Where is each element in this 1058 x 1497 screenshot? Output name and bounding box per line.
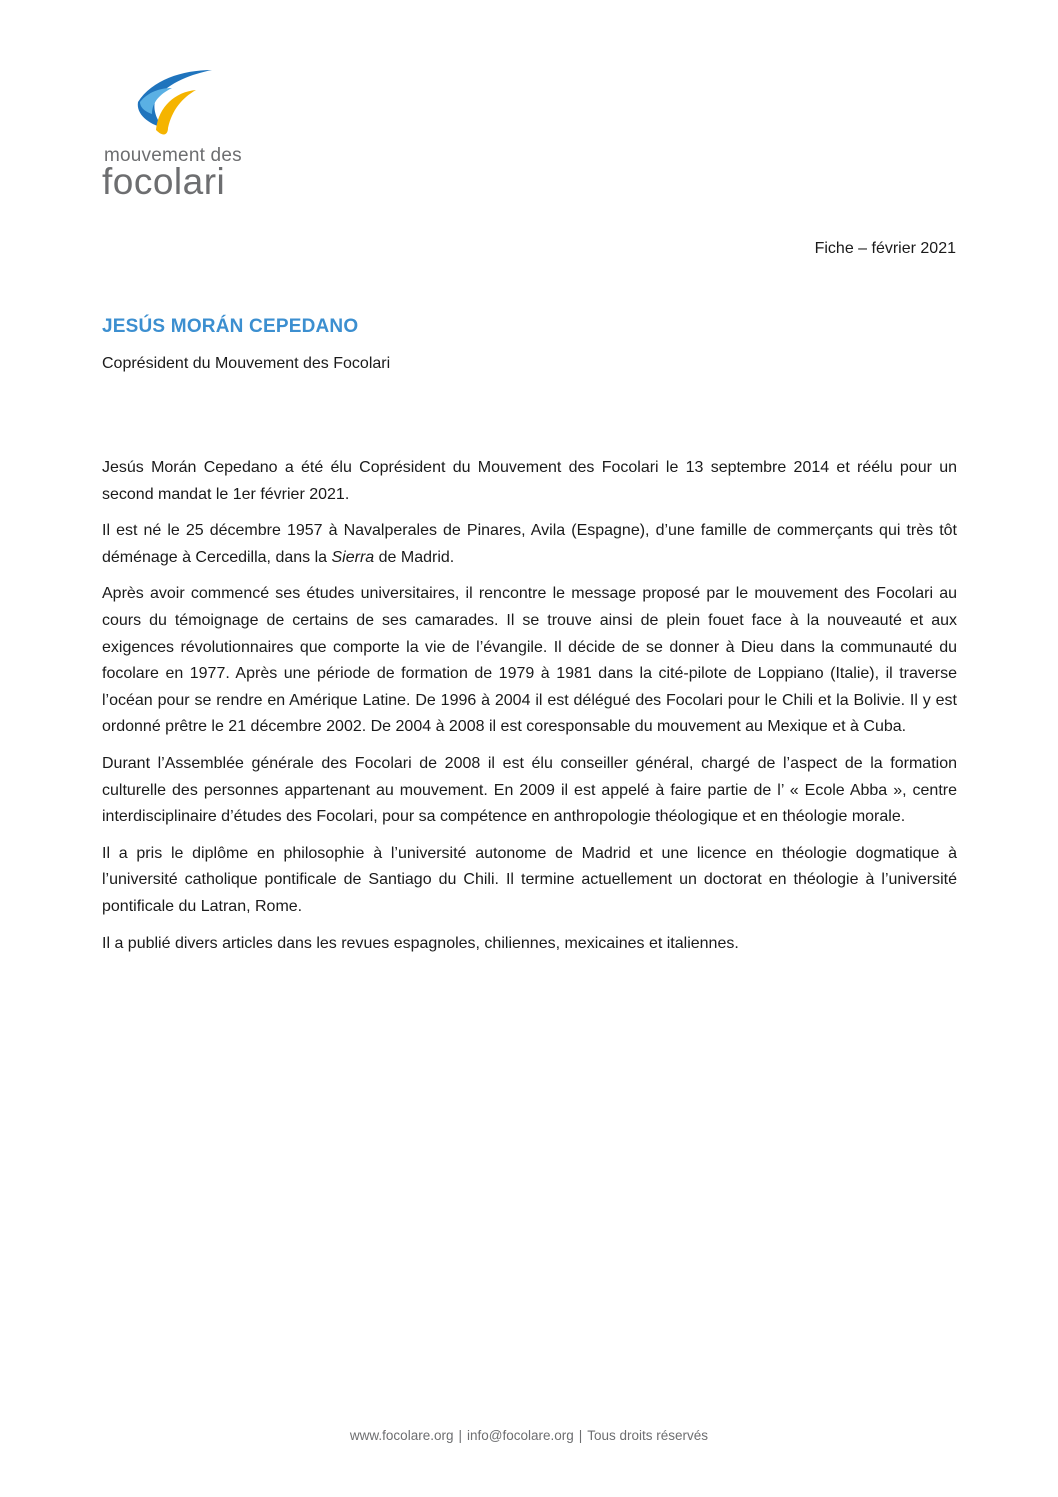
paragraph-career: Après avoir commencé ses études universitaires, il rencontre le message proposé par le mouvement des Focolari au cours du témoignage de certains de ses camarades. Il se trouve ainsi de plein fouet face à la nouveauté et aux exigences révolutionnaires que comporte la vie de l’évangile. Il décide de se donner à Dieu dans la communauté du focolare en 1977. Après une période de formation de 1979 à 1981 dans la cité-pilote de Loppiano (Italie), il traverse l’océan pour se rendre en Amérique Latine. De 1996 à 2004 il est délégué des Focolari pour le Chili et la Bolivie. Il y est ordonné prêtre le 21 décembre 2002. De 2004 à 2008 il est coresponsable du mouvement au Mexique et à Cuba.: [102, 585, 957, 736]
paragraph-publications: Il a publié divers articles dans les revues espagnoles, chiliennes, mexicaines et italiennes.: [102, 934, 739, 952]
page-footer: [0, 1428, 1058, 1443]
page-subtitle: Coprésident du Mouvement des Focolari: [102, 355, 391, 372]
paragraph-birth-italic: Sierra: [331, 548, 375, 566]
focolari-logo: [104, 68, 264, 203]
paragraph-birth: [102, 518, 957, 571]
footer-separator: |: [458, 1428, 462, 1443]
paragraph-birth-text-end: de Madrid.: [374, 548, 455, 566]
footer-email-link[interactable]: info@focolare.org: [466, 1428, 574, 1443]
paragraph-birth-text-start: Il est né le 25 décembre 1957 à Navalperales de Pinares, Avila (Espagne), d’une famille de commerçants qui très tôt déménage à Cercedilla, dans la: [102, 522, 957, 566]
logo-text-line1: mouvement des: [104, 145, 242, 166]
focolari-swoosh-icon: [134, 68, 214, 146]
footer-separator: |: [578, 1428, 583, 1443]
page-title: JESÚS MORÁN CEPEDANO: [102, 316, 359, 337]
paragraph-education: Il a pris le diplôme en philosophie à l’université autonome de Madrid et une licence en théologie dogmatique à l’université catholique pontificale de Santiago du Chili. Il termine actuellement un doctorat en théologie à l’université pontificale du Latran, Rome.: [102, 844, 957, 915]
document-date: Fiche – février 2021: [814, 240, 956, 257]
biography-body: [102, 455, 957, 967]
footer-rights: Tous droits réservés: [587, 1428, 709, 1443]
paragraph-election: Jesús Morán Cepedano a été élu Coprésident du Mouvement des Focolari le 13 septembre 2014 et réélu pour un second mandat le 1er février 2021.: [102, 459, 957, 503]
footer-website-link[interactable]: www.focolare.org: [349, 1428, 454, 1443]
paragraph-assembly: Durant l’Assemblée générale des Focolari de 2008 il est élu conseiller général, chargé de l’aspect de la formation culturelle des personnes appartenant au mouvement. En 2009 il est appelé à faire partie de l’ « Ecole Abba », centre interdisciplinaire d’études des Focolari, pour sa compétence en anthropologie théologique et en théologie morale.: [102, 754, 957, 826]
logo-text-line2: focolari: [102, 161, 226, 202]
